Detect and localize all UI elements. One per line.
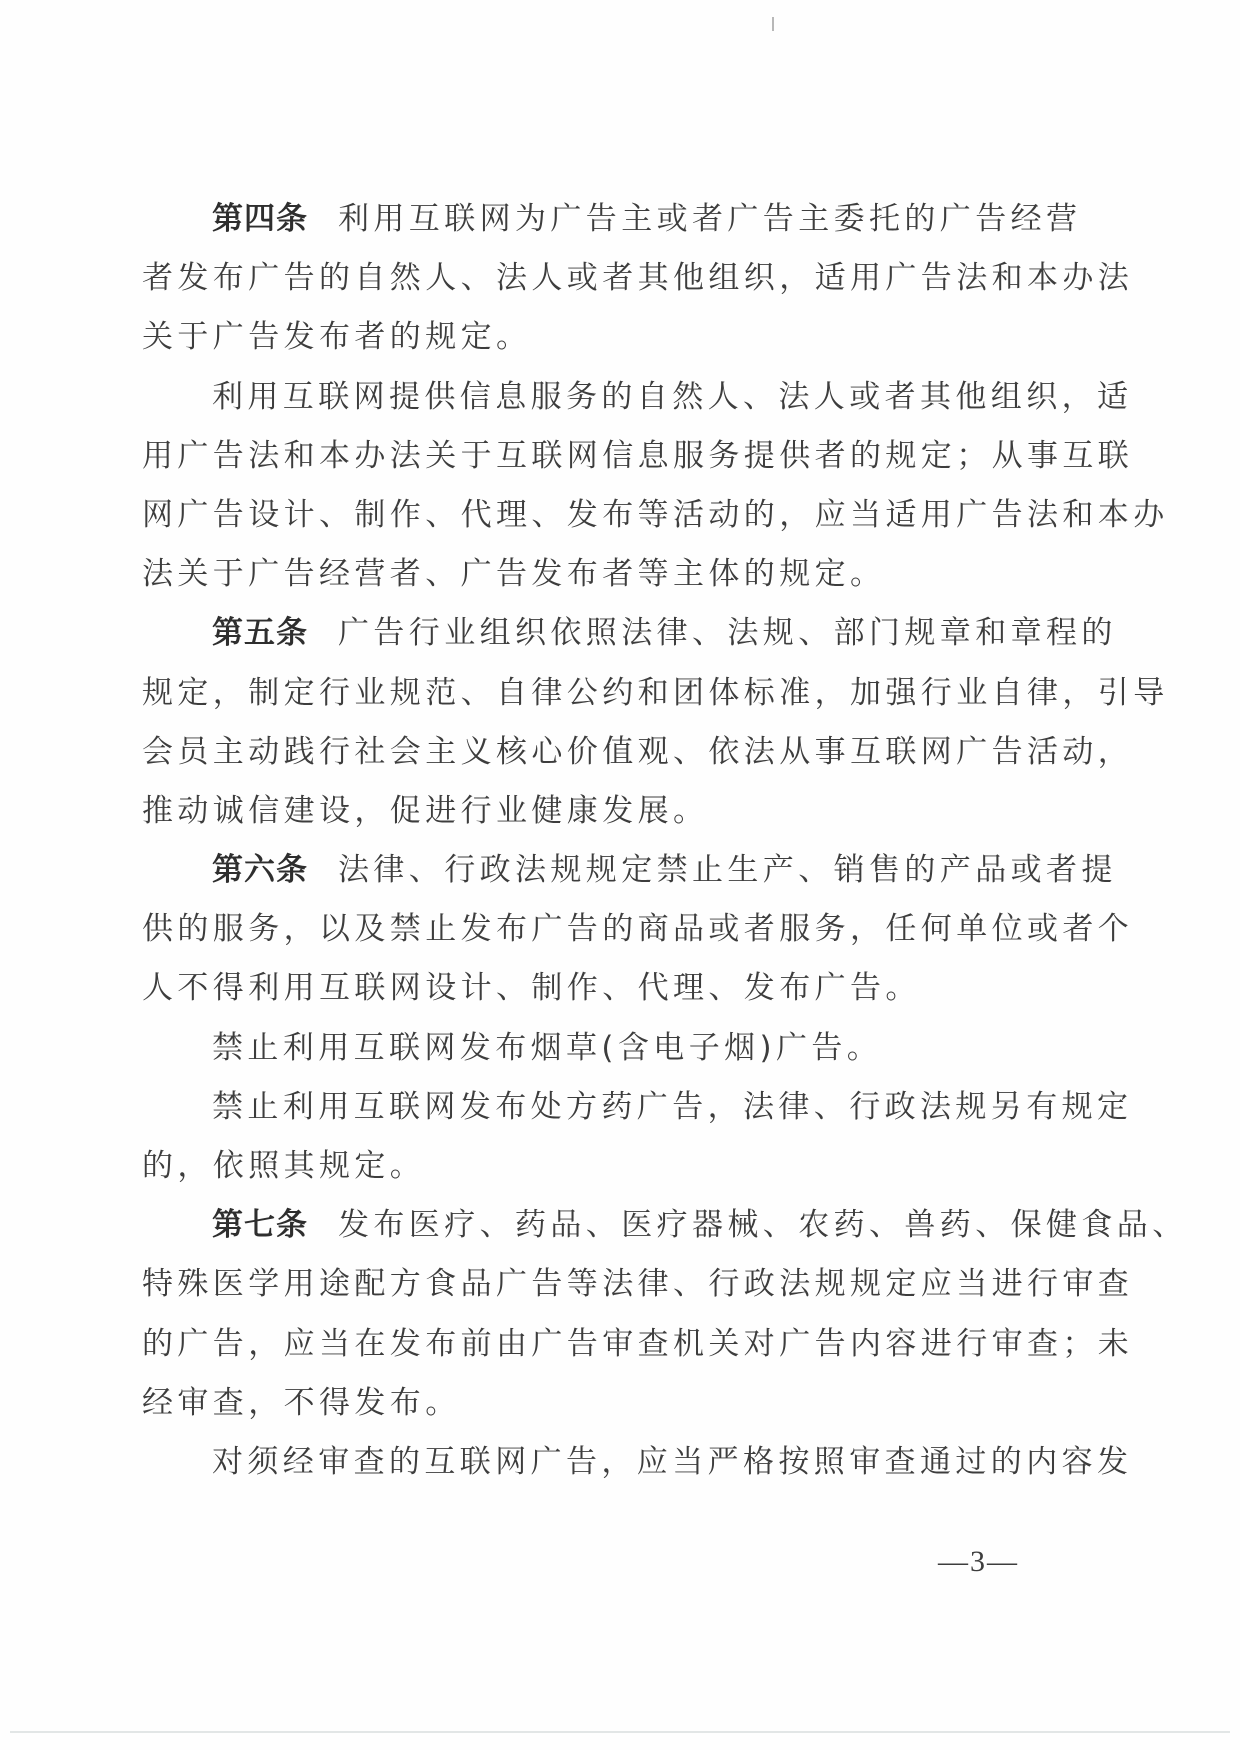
line-text: 禁止利用互联网发布处方药广告，法律、行政法规另有规定 bbox=[212, 1088, 1133, 1125]
article-label: 第七条 bbox=[212, 1207, 308, 1244]
text-line bbox=[142, 782, 1072, 841]
article-label: 第五条 bbox=[212, 615, 308, 652]
text-line bbox=[142, 427, 1134, 486]
text-line bbox=[142, 545, 1072, 604]
line-text: 推动诚信建设，促进行业健康发展。 bbox=[142, 792, 709, 829]
text-line bbox=[142, 1196, 1188, 1255]
page-number: —3— bbox=[938, 1545, 1019, 1578]
text-line bbox=[142, 190, 1082, 249]
line-text: 的广告，应当在发布前由广告审查机关对广告内容进行审查；未 bbox=[142, 1325, 1134, 1362]
line-text: 的，依照其规定。 bbox=[142, 1148, 426, 1184]
scan-mark bbox=[772, 17, 774, 31]
line-text: 规定，制定行业规范、自律公约和团体标准，加强行业自律，引导 bbox=[142, 674, 1169, 711]
article-label: 第六条 bbox=[212, 852, 308, 889]
text-line bbox=[142, 959, 1072, 1018]
text-line bbox=[142, 308, 1072, 367]
line-text: 关于广告发布者的规定。 bbox=[142, 319, 532, 356]
text-line bbox=[142, 1078, 1133, 1137]
line-text: 供的服务，以及禁止发布广告的商品或者服务，任何单位或者个 bbox=[142, 911, 1134, 948]
text-line bbox=[142, 723, 1134, 782]
line-text: 特殊医学用途配方食品广告等法律、行政法规规定应当进行审查 bbox=[142, 1266, 1134, 1303]
line-text: 禁止利用互联网发布烟草(含电子烟)广告。 bbox=[212, 1029, 883, 1066]
document-body bbox=[142, 190, 1188, 1492]
text-line bbox=[142, 900, 1134, 959]
line-text: 法律、行政法规规定禁止生产、销售的产品或者提 bbox=[338, 852, 1117, 889]
scan-edge-line bbox=[10, 1731, 1230, 1733]
line-text: 网广告设计、制作、代理、发布等活动的，应当适用广告法和本办 bbox=[142, 496, 1169, 533]
text-line bbox=[142, 841, 1117, 900]
line-text: 经审查，不得发布。 bbox=[142, 1384, 461, 1421]
line-text: 利用互联网为广告主或者广告主委托的广告经营 bbox=[338, 201, 1082, 237]
line-text: 广告行业组织依照法律、法规、部门规章和章程的 bbox=[338, 615, 1117, 652]
text-line bbox=[142, 368, 1133, 427]
line-text: 法关于广告经营者、广告发布者等主体的规定。 bbox=[142, 556, 886, 593]
line-text: 者发布广告的自然人、法人或者其他组织，适用广告法和本办法 bbox=[142, 260, 1134, 297]
line-text: 用广告法和本办法关于互联网信息服务提供者的规定；从事互联 bbox=[142, 437, 1134, 474]
text-line bbox=[142, 1019, 1072, 1078]
text-line bbox=[142, 604, 1117, 663]
text-line bbox=[142, 1137, 1072, 1196]
line-text: 会员主动践行社会主义核心价值观、依法从事互联网广告活动， bbox=[142, 733, 1134, 770]
article-label: 第四条 bbox=[212, 201, 308, 237]
line-text: 人不得利用互联网设计、制作、代理、发布广告。 bbox=[142, 970, 921, 1007]
line-text: 对须经审查的互联网广告，应当严格按照审查通过的内容发 bbox=[212, 1443, 1133, 1480]
text-line bbox=[142, 664, 1169, 723]
text-line bbox=[142, 1315, 1134, 1374]
text-line bbox=[142, 486, 1169, 545]
text-line bbox=[142, 1433, 1133, 1492]
text-line bbox=[142, 249, 1134, 308]
text-line bbox=[142, 1374, 1072, 1433]
line-text: 发布医疗、药品、医疗器械、农药、兽药、保健食品、 bbox=[338, 1207, 1188, 1244]
text-line bbox=[142, 1255, 1134, 1314]
line-text: 利用互联网提供信息服务的自然人、法人或者其他组织，适 bbox=[212, 378, 1133, 415]
